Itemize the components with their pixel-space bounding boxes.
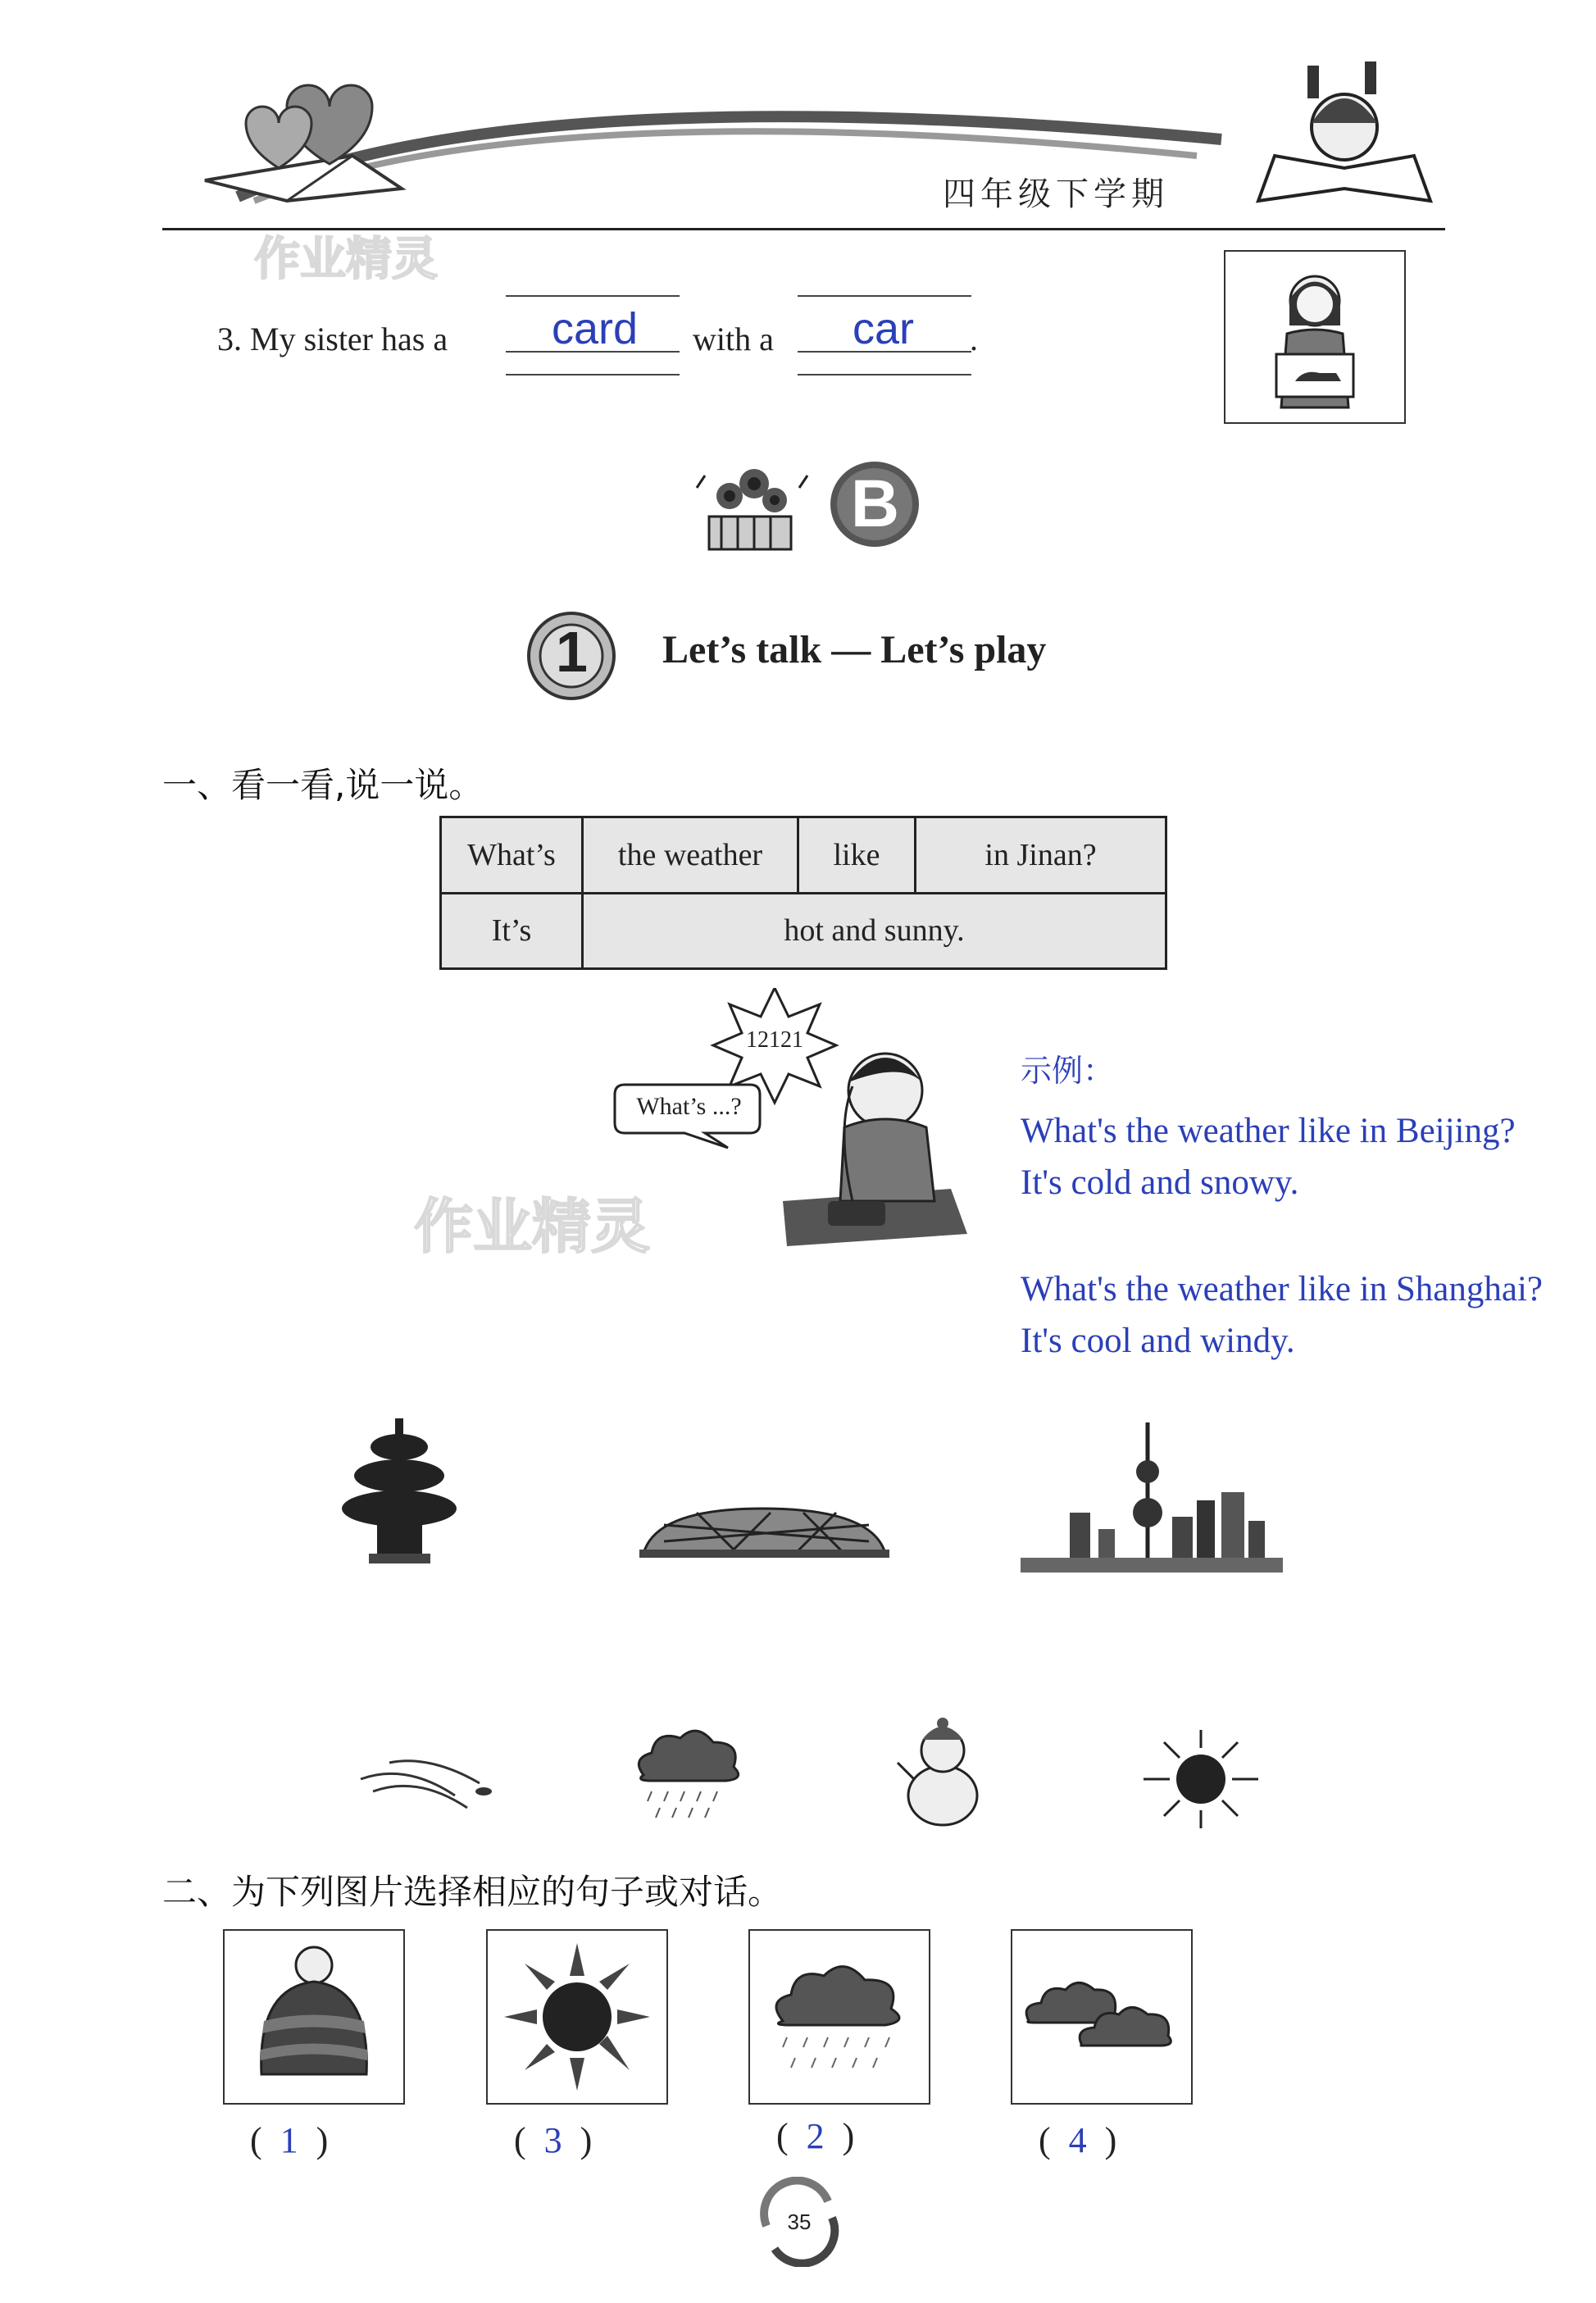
picture-box-clouds bbox=[1011, 1929, 1193, 2105]
table-cell: in Jinan? bbox=[916, 817, 1166, 894]
question-3-prefix: 3. My sister has a bbox=[217, 321, 448, 357]
question-3 bbox=[217, 295, 1004, 394]
phone-number-badge: 12121 bbox=[746, 1027, 803, 1053]
tower-landmark-icon bbox=[336, 1418, 475, 1566]
girl-holding-card-picture bbox=[1224, 250, 1406, 424]
clouds-icon bbox=[1012, 1931, 1191, 2103]
part-b-badge: B bbox=[828, 459, 922, 549]
stadium-landmark-icon bbox=[639, 1500, 889, 1558]
answer-choice-1: ( 1 ) bbox=[250, 2120, 329, 2160]
table-cell: like bbox=[798, 817, 916, 894]
grade-label: 四年级下学期 bbox=[943, 175, 1169, 213]
flowers-icon bbox=[684, 439, 816, 562]
section-1-title: 一、看一看,说一说。 bbox=[162, 765, 484, 805]
sentence-table bbox=[439, 816, 1167, 970]
picture-box-hat bbox=[223, 1929, 405, 2105]
speech-bubble-text: What’s ...? bbox=[636, 1093, 742, 1120]
question-3-middle: with a bbox=[693, 321, 774, 357]
sun-icon bbox=[1144, 1730, 1258, 1828]
question-3-suffix: . bbox=[970, 321, 978, 357]
example-line: What's the weather like in Shanghai? bbox=[1021, 1270, 1544, 1309]
lesson-title: Let’s talk — Let’s play bbox=[662, 628, 1047, 671]
table-cell: It’s bbox=[441, 893, 583, 969]
example-line: What's the weather like in Beijing? bbox=[1021, 1112, 1516, 1150]
rain-cloud-icon bbox=[631, 1722, 746, 1828]
rain-cloud-icon bbox=[750, 1931, 929, 2103]
table-cell: What’s bbox=[441, 817, 583, 894]
watermark-top: 作业精灵 bbox=[254, 233, 438, 286]
picture-box-rain bbox=[748, 1929, 930, 2105]
page-number-badge bbox=[754, 2177, 844, 2267]
page-number: 35 bbox=[787, 2210, 812, 2234]
answer-choice-3: ( 2 ) bbox=[776, 2116, 855, 2156]
watermark-middle: 作业精灵 bbox=[414, 1192, 651, 1261]
answer-choice-2: ( 3 ) bbox=[514, 2120, 593, 2160]
example-line: It's cool and windy. bbox=[1021, 1322, 1295, 1360]
lesson-number-badge: 1 bbox=[525, 611, 619, 701]
section-2-title: 二、为下列图片选择相应的句子或对话。 bbox=[162, 1872, 783, 1912]
blank-line bbox=[506, 374, 680, 375]
example-line: It's cold and snowy. bbox=[1021, 1163, 1299, 1202]
blank-line bbox=[506, 295, 680, 297]
reading-girl-illustration bbox=[1250, 57, 1439, 209]
boy-on-phone-illustration bbox=[607, 988, 967, 1258]
table-cell: hot and sunny. bbox=[583, 893, 1166, 969]
answer-choice-4: ( 4 ) bbox=[1039, 2120, 1117, 2160]
answer-car: car bbox=[853, 304, 915, 353]
blank-line bbox=[798, 295, 971, 297]
hat-icon bbox=[225, 1931, 403, 2103]
snowman-icon bbox=[889, 1714, 988, 1828]
skyline-landmark-icon bbox=[1021, 1422, 1283, 1578]
picture-box-sun bbox=[486, 1929, 668, 2105]
wind-icon bbox=[357, 1755, 500, 1820]
table-cell: the weather bbox=[583, 817, 798, 894]
blank-line bbox=[798, 374, 971, 375]
sun-icon bbox=[488, 1931, 666, 2103]
answer-card: card bbox=[552, 304, 639, 353]
example-label: 示例： bbox=[1021, 1053, 1115, 1089]
